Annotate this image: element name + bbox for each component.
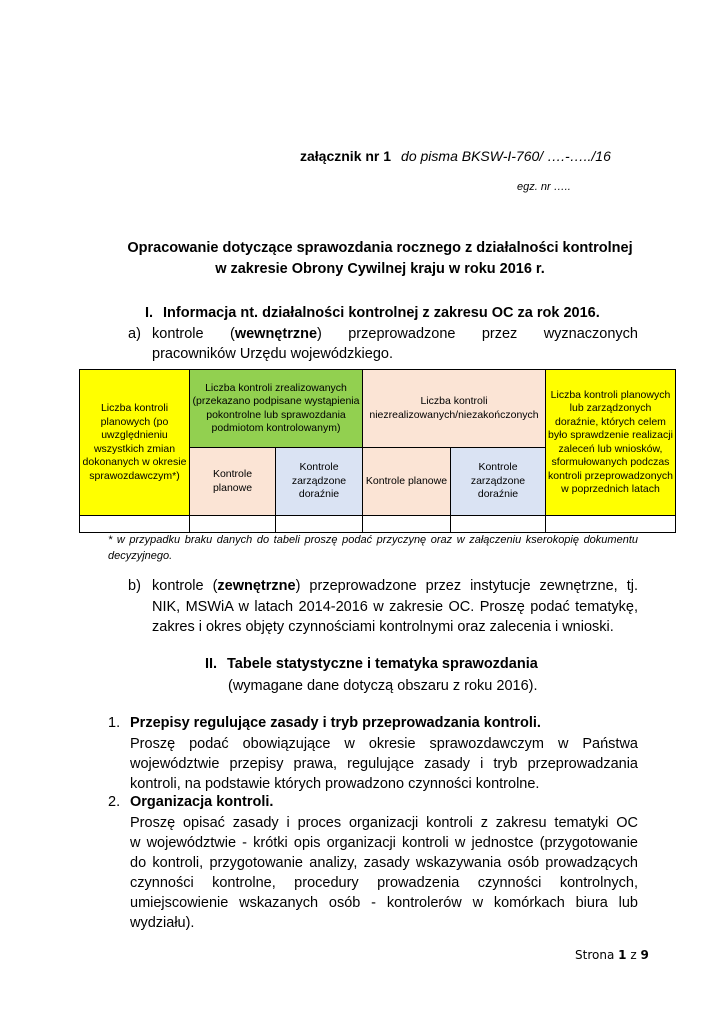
page-separator: z — [630, 948, 637, 962]
table-footnote: * w przypadku braku danych do tabeli proszę podać przyczynę oraz w załączeniu kserokopię dokumentu decyzyjnego. — [108, 534, 638, 562]
list-item-1-line-2: województwie przepisy prawa, regulujące zasady i tryb przeprowadzania — [130, 756, 638, 772]
item-a-pre: kontrole ( — [152, 326, 235, 342]
subheader-realized-planned: Kontrole planowe — [190, 448, 276, 516]
header-realized-controls: Liczba kontroli zrealizowanych (przekazano podpisane wystąpienia pokontrolne lub sprawozdania podmiotom kontrolowanym) — [190, 370, 363, 448]
item-b-pre: kontrole ( — [152, 578, 218, 594]
list-item-1-line-1: Proszę podać obowiązujące w okresie sprawozdawczym w Państwa — [130, 736, 638, 752]
section-2-subheading: (wymagane dane dotyczą obszaru z roku 2016). — [228, 678, 538, 694]
attachment-label: załącznik nr 1 — [300, 148, 392, 164]
header-planned-controls: Liczba kontroli planowych (po uwzględnieniu wszystkich zmian dokonanych w okresie sprawozdawczym*) — [80, 370, 190, 516]
list-item-2-line-5: umiejscowienie wskazanych osób - kontrolerów w komórkach biura lub — [130, 895, 638, 911]
list-item-2-marker: 2. — [108, 794, 121, 810]
attachment-header — [300, 148, 611, 164]
subheader-realized-adhoc: Kontrole zarządzone doraźnie — [276, 448, 363, 516]
table-cell-empty — [363, 516, 451, 533]
section-2-heading: Tabele statystyczne i tematyka sprawozdania — [227, 656, 538, 672]
list-item-1-heading: Przepisy regulujące zasady i tryb przeprowadzania kontroli. — [130, 715, 541, 731]
list-item-2-heading: Organizacja kontroli. — [130, 794, 274, 810]
controls-table — [79, 369, 676, 533]
list-item-2-line-2: w województwie - krótki opis organizacji kontroli w jednostce (przygotowanie — [130, 835, 638, 851]
table-cell-empty — [190, 516, 276, 533]
item-b-post: ) przeprowadzone przez instytucje zewnętrzne, tj. — [295, 578, 638, 594]
list-item-1-marker: 1. — [108, 715, 121, 731]
list-item-2-line-3: do kontroli, przygotowanie analizy, zasady wskazywania osób prowadzących — [130, 855, 638, 871]
subheader-unrealized-adhoc: Kontrole zarządzone doraźnie — [451, 448, 546, 516]
list-item-2-line-6: wydziału). — [130, 915, 195, 931]
list-item-1-line-3: kontroli, na podstawie których prowadzono czynności kontrolne. — [130, 776, 540, 792]
table-cell-empty — [276, 516, 363, 533]
header-unrealized-controls: Liczba kontroli niezrealizowanych/niezakończonych — [363, 370, 546, 448]
item-b-line-1 — [152, 576, 638, 597]
list-item-2-line-1: Proszę opisać zasady i proces organizacji kontroli z zakresu tematyki OC — [130, 815, 638, 831]
title-line-2: w zakresie Obrony Cywilnej kraju w roku 2016 r. — [215, 261, 545, 277]
header-followup-controls: Liczba kontroli planowych lub zarządzonych doraźnie, których celem było sprawdzenie realizacji zaleceń lub wniosków, sformułowanych podczas kontroli przeprowadzonych w poprzednich latach — [546, 370, 676, 516]
item-a-post: ) przeprowadzone przez wyznaczonych — [317, 326, 638, 342]
section-1-heading: Informacja nt. działalności kontrolnej z zakresu OC za rok 2016. — [163, 305, 600, 321]
attachment-reference: do pisma BKSW-I-760/ ….-…../16 — [401, 148, 611, 164]
page-total: 9 — [640, 948, 649, 962]
list-item-2-line-4: czynności kontrolne, procedury prowadzenia czynności kontrolnych, — [130, 875, 638, 891]
item-b-line-2: NIK, MSWiA w latach 2014-2016 w zakresie OC. Proszę podać tematykę, — [152, 599, 638, 615]
page-number — [575, 948, 649, 962]
page-prefix: Strona — [575, 948, 615, 962]
copy-number: egz. nr ….. — [517, 181, 571, 193]
section-2-number: II. — [205, 656, 218, 672]
document-title — [80, 238, 680, 280]
item-b-line-3: zakres i okres objęty czynnościami kontrolnymi oraz zalecenia i wnioski. — [152, 619, 614, 635]
item-b-marker: b) — [128, 578, 141, 594]
item-a-line-1 — [152, 324, 638, 345]
table-cell-empty — [80, 516, 190, 533]
item-a-line-2: pracowników Urzędu wojewódzkiego. — [152, 346, 393, 362]
section-1-number: I. — [145, 305, 154, 321]
item-a-bold: wewnętrzne — [234, 326, 318, 342]
table-cell-empty — [546, 516, 676, 533]
table-cell-empty — [451, 516, 546, 533]
item-a-marker: a) — [128, 326, 141, 342]
title-line-1: Opracowanie dotyczące sprawozdania rocznego z działalności kontrolnej — [127, 240, 633, 256]
page-current: 1 — [618, 948, 627, 962]
subheader-unrealized-planned: Kontrole planowe — [363, 448, 451, 516]
item-b-bold: zewnętrzne — [217, 578, 296, 594]
